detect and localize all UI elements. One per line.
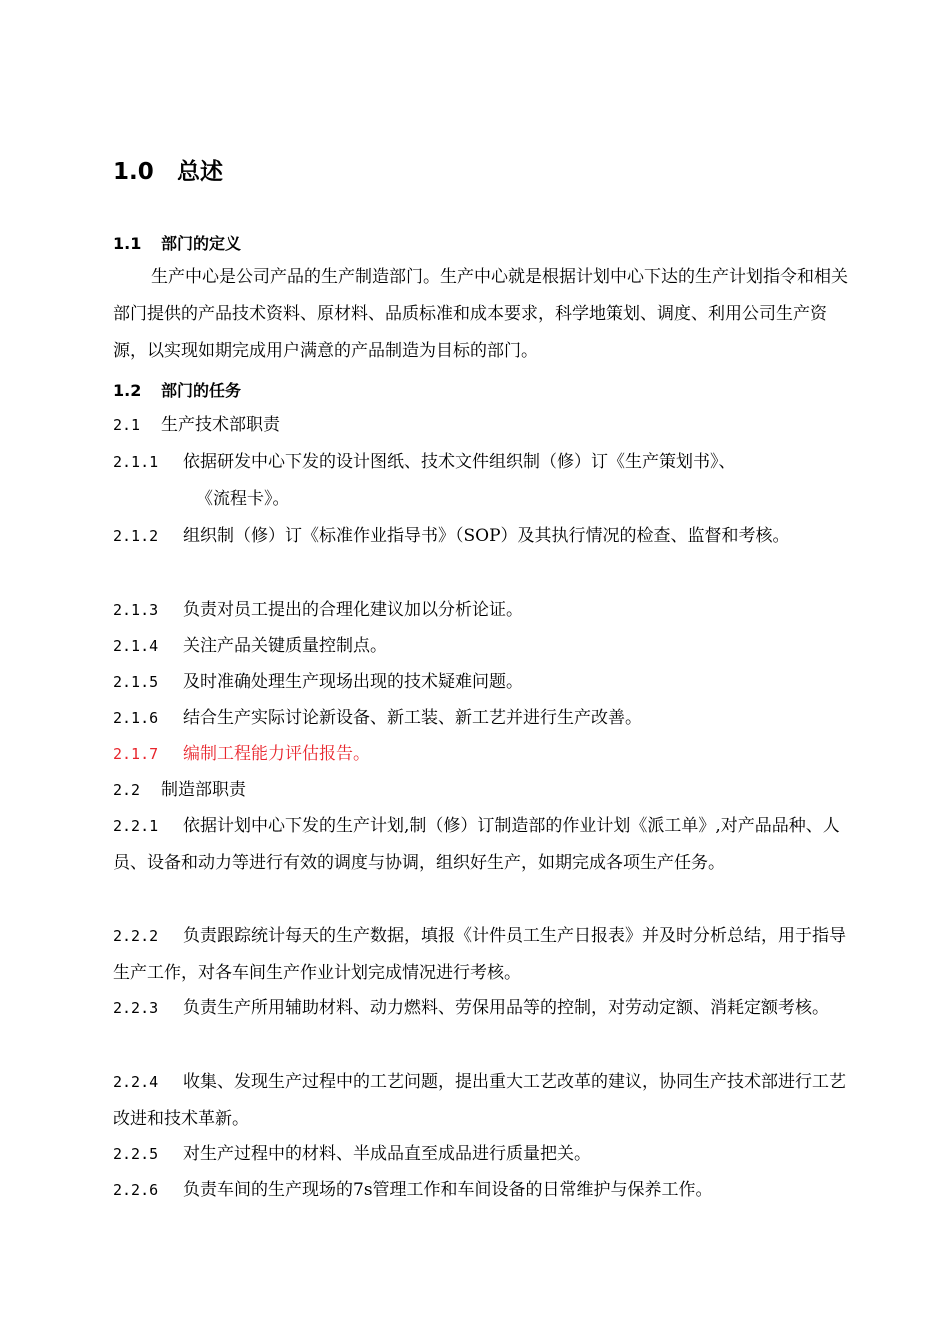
list-item <box>113 1064 853 1138</box>
subsection-heading-2-1 <box>113 407 853 444</box>
item-text: 对生产过程中的材料、半成品直至成品进行质量把关。 <box>183 1144 591 1164</box>
item-number: 2.2.3 <box>113 999 159 1017</box>
item-number: 2.2.2 <box>113 927 159 945</box>
item-text: 关注产品关键质量控制点。 <box>183 636 387 656</box>
item-number: 2.2.5 <box>113 1145 159 1163</box>
chapter-heading <box>113 154 223 190</box>
list-item <box>113 444 853 481</box>
item-number: 2.2.4 <box>113 1073 159 1091</box>
list-item <box>113 1172 853 1209</box>
subsection-title: 生产技术部职责 <box>161 415 280 435</box>
item-text: 组织制（修）订《标准作业指导书》（SOP）及其执行情况的检查、监督和考核。 <box>183 526 790 546</box>
chapter-number: 1.0 <box>113 159 154 185</box>
section-title: 部门的定义 <box>161 234 242 253</box>
item-number: 2.1.3 <box>113 601 159 619</box>
item-number: 2.2.1 <box>113 817 159 835</box>
section-number: 1.1 <box>113 234 142 253</box>
list-item-highlighted <box>113 736 853 773</box>
list-item <box>113 990 853 1027</box>
item-text: 收集、发现生产过程中的工艺问题，提出重大工艺改革的建议，协同生产技术部进行工艺改进和技术革新。 <box>113 1072 846 1129</box>
item-number: 2.2.6 <box>113 1181 159 1199</box>
item-text: 负责对员工提出的合理化建议加以分析论证。 <box>183 600 523 620</box>
definition-paragraph: 生产中心是公司产品的生产制造部门。生产中心就是根据计划中心下达的生产计划指令和相关部门提供的产品技术资料、原材料、品质标准和成本要求，科学地策划、调度、利用公司生产资源，以实现如期完成用户满意的产品制造为目标的部门。 <box>113 267 848 361</box>
subsection-title: 制造部职责 <box>161 780 246 800</box>
subsection-number: 2.2 <box>113 781 141 799</box>
list-item <box>113 518 853 555</box>
section-heading-1-2 <box>113 379 241 403</box>
list-item <box>113 628 853 665</box>
item-number: 2.1.6 <box>113 709 159 727</box>
item-text: 负责生产所用辅助材料、动力燃料、劳保用品等的控制，对劳动定额、消耗定额考核。 <box>183 998 829 1018</box>
chapter-title: 总述 <box>177 159 223 185</box>
item-number: 2.1.4 <box>113 637 159 655</box>
subsection-heading-2-2 <box>113 772 853 809</box>
section-heading-1-1 <box>113 232 241 256</box>
list-item <box>113 808 853 882</box>
item-number: 2.1.2 <box>113 527 159 545</box>
subsection-number: 2.1 <box>113 416 141 434</box>
item-number: 2.1.1 <box>113 453 159 471</box>
item-text: 编制工程能力评估报告。 <box>183 744 370 764</box>
list-item <box>113 1136 853 1173</box>
list-item <box>113 918 853 992</box>
section-title: 部门的任务 <box>161 381 242 400</box>
item-text: 依据研发中心下发的设计图纸、技术文件组织制（修）订《生产策划书》、 <box>183 452 736 472</box>
item-text: 负责车间的生产现场的7s管理工作和车间设备的日常维护与保养工作。 <box>183 1180 713 1200</box>
item-number: 2.1.7 <box>113 745 159 763</box>
list-item <box>113 592 853 629</box>
item-text: 负责跟踪统计每天的生产数据，填报《计件员工生产日报表》并及时分析总结，用于指导生产工作，对各车间生产作业计划完成情况进行考核。 <box>113 926 846 983</box>
list-item <box>113 664 853 701</box>
section-number: 1.2 <box>113 381 142 400</box>
item-text: 依据计划中心下发的生产计划,制（修）订制造部的作业计划《派工单》,对产品品种、人员、设备和动力等进行有效的调度与协调，组织好生产，如期完成各项生产任务。 <box>113 816 840 873</box>
item-number: 2.1.5 <box>113 673 159 691</box>
list-item-continuation: 《流程卡》。 <box>196 489 290 509</box>
list-item <box>113 700 853 737</box>
item-text: 结合生产实际讨论新设备、新工装、新工艺并进行生产改善。 <box>183 708 642 728</box>
item-text: 及时准确处理生产现场出现的技术疑难问题。 <box>183 672 523 692</box>
